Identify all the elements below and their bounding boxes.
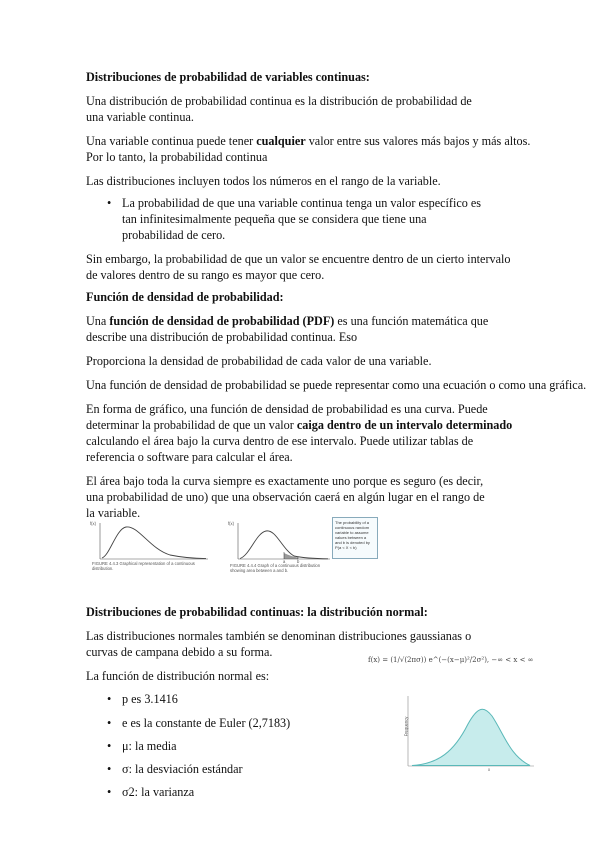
y-axis-label: f(x) [228, 521, 235, 526]
bullet-text: tan infinitesimalmente pequeña que se considera que tiene una [122, 212, 427, 226]
bold-text: cualquier [256, 134, 306, 148]
text: determinar la probabilidad de que un valor [86, 418, 297, 432]
paragraph-line: calculando el área bajo la curva dentro de ese intervalo. Puede utilizar tablas de [86, 434, 474, 448]
bullet-marker: • [107, 762, 112, 776]
paragraph-line: una variable continua. [86, 110, 194, 124]
paragraph-continuous-variable [86, 133, 530, 150]
bullet-text: σ2: la varianza [122, 785, 195, 799]
figure-caption: distribution. [92, 566, 114, 571]
density-curve [102, 527, 206, 559]
bold-text: función de densidad de probabilidad (PDF) [109, 314, 335, 328]
normal-distribution-figure [398, 694, 538, 776]
paragraph-line: Por lo tanto, la probabilidad continua [86, 150, 268, 164]
info-line: variable to assume [335, 530, 369, 535]
bullet-text: p es 3.1416 [122, 692, 178, 706]
bullet-marker: • [107, 785, 112, 799]
paragraph-line: la variable. [86, 506, 141, 520]
paragraph-line: Las distribuciones incluyen todos los números en el rango de la variable. [86, 174, 441, 188]
bullet-marker: • [107, 739, 112, 753]
bullet-text: La probabilidad de que una variable continua tenga un valor específico es [122, 196, 482, 210]
info-line: and b is denoted by [335, 540, 370, 545]
bullet-marker: • [107, 196, 112, 210]
bullet-marker: • [107, 692, 112, 706]
paragraph-line: describe una distribución de probabilidad continua. Eso [86, 330, 358, 344]
paragraph-pdf [86, 313, 488, 330]
paragraph-line: Una distribución de probabilidad continua es la distribución de probabilidad de [86, 94, 472, 108]
bullet-text: μ: la media [122, 739, 177, 753]
info-line: P(a < X < b) [335, 545, 357, 550]
paragraph-line: referencia o software para calcular el área. [86, 450, 293, 464]
text: Una variable continua puede tener [86, 134, 257, 148]
info-line: values between a [335, 535, 367, 540]
paragraph-line: una probabilidad de uno) que una observación caerá en algún lugar en el rango de [86, 490, 485, 504]
bullet-text: σ: la desviación estándar [122, 762, 243, 776]
info-line: The probability of a [335, 520, 370, 525]
figure-caption: FIGURE 4.4.3 Graphical representation of a continuous [92, 561, 195, 566]
figure-area-between-a-b [228, 519, 332, 571]
paragraph-line: Una función de densidad de probabilidad se puede representar como una ecuación o como una gráfica. [86, 378, 587, 392]
figure-caption: FIGURE 4.4.4 Graph of a continuous distribution [230, 563, 321, 568]
normal-pdf-formula: f(x) = (1/√(2πσ)) e^(−(x−μ)²/2σ²), −∞ < x < ∞ [368, 656, 534, 664]
paragraph-line: En forma de gráfico, una función de densidad de probabilidad es una curva. Puede [86, 402, 488, 416]
bold-text: caiga dentro de un intervalo determinado [296, 418, 513, 432]
text: es una función matemática que [334, 314, 489, 328]
bullet-text: probabilidad de cero. [122, 228, 226, 242]
heading-normal-distribution: Distribuciones de probabilidad continuas: la distribución normal: [86, 605, 428, 619]
paragraph-line: Sin embargo, la probabilidad de que un valor se encuentre dentro de un cierto intervalo [86, 252, 511, 266]
heading-pdf: Función de densidad de probabilidad: [86, 290, 284, 304]
paragraph-line: curvas de campana debido a su forma. [86, 645, 273, 659]
paragraph-line: Proporciona la densidad de probabilidad de cada valor de una variable. [86, 354, 432, 368]
text: Una [86, 314, 110, 328]
paragraph-line: Las distribuciones normales también se denominan distribuciones gaussianas o [86, 629, 472, 643]
figure-caption: showing area between a and b. [230, 568, 289, 573]
bullet-marker: • [107, 716, 112, 730]
paragraph-line: El área bajo toda la curva siempre es exactamente uno porque es seguro (es decir, [86, 474, 484, 488]
b-label: b [297, 559, 300, 564]
bullet-text: e es la constante de Euler (2,7183) [122, 716, 291, 730]
info-line: continuous random [335, 525, 370, 530]
x-axis-label: x [488, 767, 491, 772]
paragraph-line: La función de distribución normal es: [86, 669, 270, 683]
heading-continuous-distributions: Distribuciones de probabilidad de variables continuas: [86, 70, 370, 84]
y-axis-label: Frequency [403, 716, 409, 737]
figure-continuous-distribution [90, 519, 210, 571]
y-axis-label: f(x) [90, 521, 97, 526]
text: valor entre sus valores más bajos y más altos. [305, 134, 531, 148]
a-label: a [283, 559, 286, 564]
bell-curve [412, 709, 530, 765]
paragraph-line: de valores dentro de su rango es mayor que cero. [86, 268, 325, 282]
paragraph-interval [86, 417, 512, 434]
normal-curve-graph [398, 694, 538, 776]
probability-info-box [332, 517, 378, 559]
